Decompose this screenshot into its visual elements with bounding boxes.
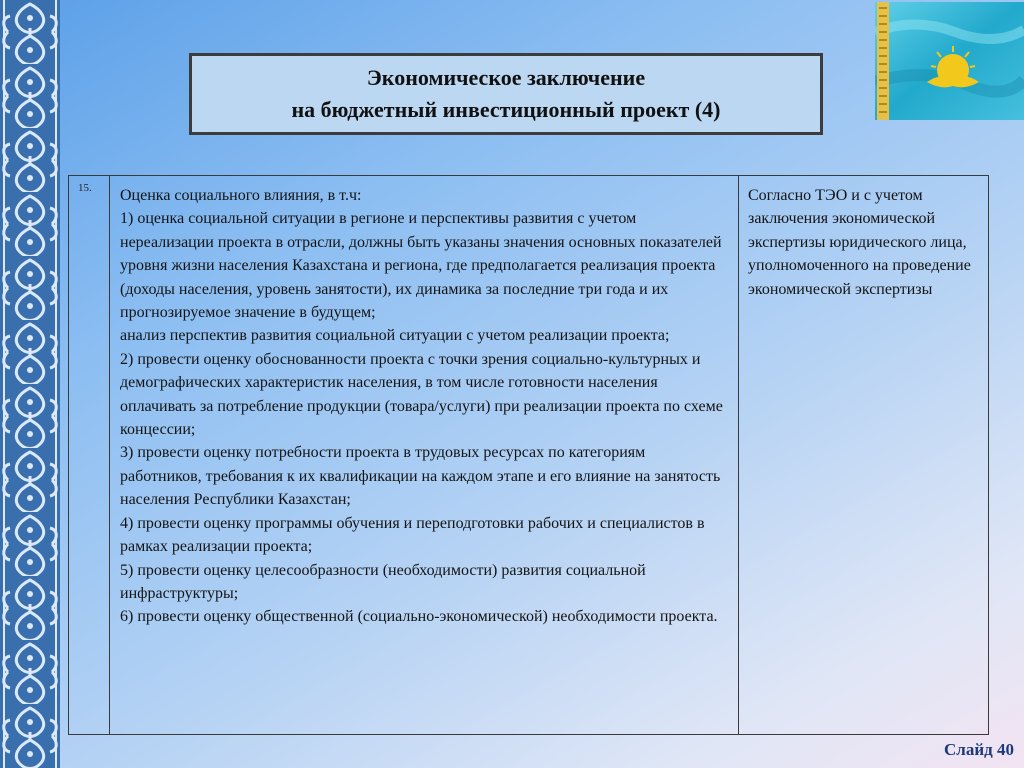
ornament-pattern-icon bbox=[0, 0, 60, 768]
title-line-1: Экономическое заключение bbox=[366, 65, 646, 90]
description-cell bbox=[110, 176, 739, 735]
description-line: 1) оценка социальной ситуации в регионе и перспективы развития с учетом нереализации проекта в отрасли, должны быть указаны значения основных показателей уровня жизни населения Казахстана и региона, где предполагается реализация проекта (доходы населения, уровень занятости), их динамика за последние три года и их прогнозируемое значение в будущем; bbox=[120, 210, 722, 322]
assessment-table bbox=[68, 175, 989, 735]
description-line: 3) провести оценку потребности проекта в трудовых ресурсах по категориям работников, требования к их квалификации на каждом этапе и его влияние на занятость населения Республики Казахстан; bbox=[120, 444, 721, 509]
row-number: 15. bbox=[78, 182, 92, 194]
note-text: Согласно ТЭО и с учетом заключения экономической экспертизы юридического лица, уполномоченного на проведение экономической экспертизы bbox=[748, 187, 971, 298]
flag-icon bbox=[875, 2, 1024, 120]
description-line: Оценка социального влияния, в т.ч: bbox=[120, 187, 362, 204]
table-row bbox=[69, 176, 989, 735]
row-number-cell bbox=[69, 176, 110, 735]
slide-number-label: Слайд 40 bbox=[944, 740, 1014, 759]
description-line: 5) провести оценку целесообразности (необходимости) развития социальной инфраструктуры; bbox=[120, 561, 646, 602]
title-line-2: на бюджетный инвестиционный проект (4) bbox=[291, 97, 721, 122]
description-text bbox=[110, 176, 738, 629]
slide-title-box bbox=[189, 53, 823, 135]
left-ornament-border bbox=[0, 0, 60, 768]
note-cell bbox=[739, 176, 989, 735]
description-line: анализ перспектив развития социальной ситуации с учетом реализации проекта; bbox=[120, 327, 670, 345]
description-line: 2) провести оценку обоснованности проекта с точки зрения социально-культурных и демографических характеристик населения, в том числе готовности населения оплачивать за потребление продукции (товара/услуги) при реализации проекта по схеме концессии; bbox=[120, 350, 723, 439]
kazakhstan-flag-image bbox=[875, 2, 1024, 120]
description-line: 6) провести оценку общественной (социально-экономической) необходимости проекта. bbox=[120, 608, 718, 626]
description-line: 4) провести оценку программы обучения и переподготовки рабочих и специалистов в рамках реализации проекта; bbox=[120, 514, 705, 556]
